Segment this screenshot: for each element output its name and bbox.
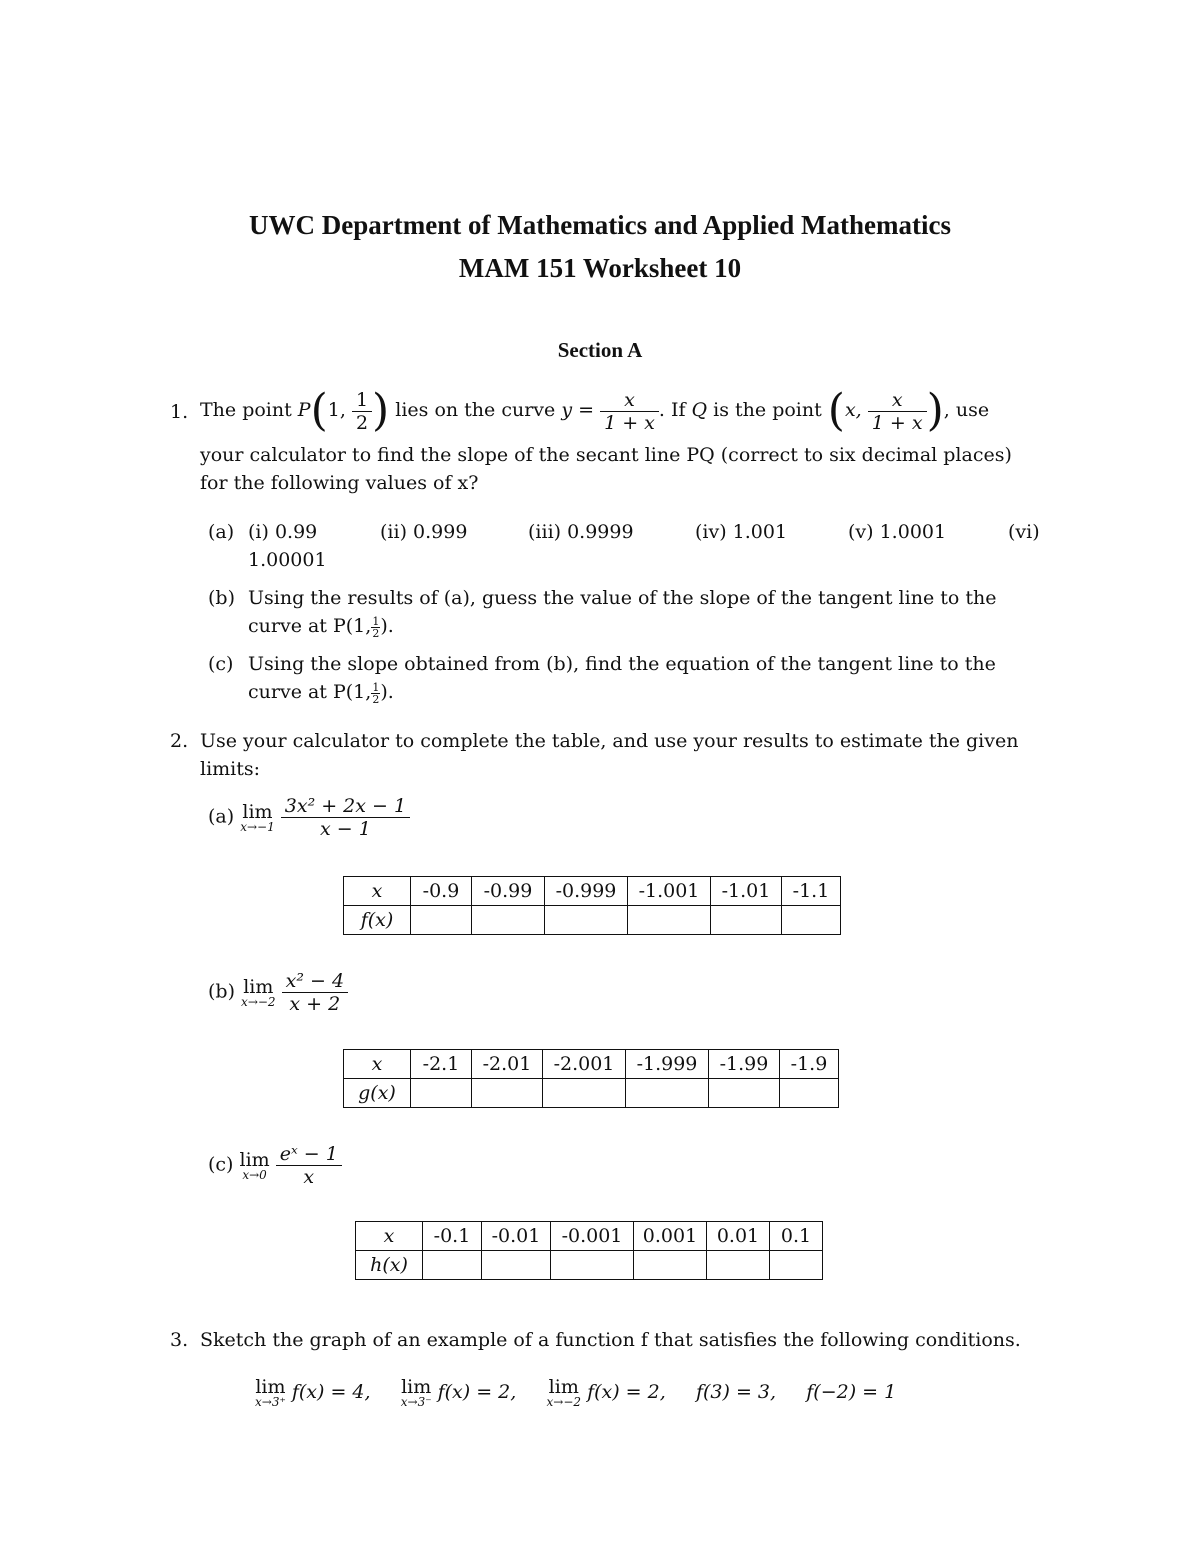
q2c-lim: [239, 1148, 270, 1182]
q2c-frac: [276, 1143, 342, 1188]
paren-right-2: ): [926, 385, 944, 436]
q3-lim-3-word: lim: [548, 1376, 579, 1398]
q2c-expression: [208, 1143, 342, 1188]
table-f-fx-row: [344, 906, 841, 935]
half-den: 2: [355, 411, 369, 434]
q3-lim-1: [255, 1378, 286, 1408]
table-f-head-fx: f(x): [344, 906, 411, 935]
q1-use: , use: [943, 399, 990, 421]
q1b-half: [371, 616, 380, 639]
table-g: [343, 1049, 839, 1108]
q3-cond-5: f(−2) = 1: [806, 1381, 897, 1403]
q1a-value-v: (v) 1.0001: [848, 521, 947, 543]
q1b-close: ).: [380, 615, 394, 637]
paren-left-2: (: [827, 385, 845, 436]
table-f-cell[interactable]: [711, 906, 782, 935]
q2c-den: x: [303, 1166, 315, 1188]
q1-is-point: is the point: [713, 399, 822, 421]
q3-cond-4: f(3) = 3,: [695, 1381, 777, 1403]
table-h-col: -0.01: [482, 1222, 551, 1251]
q2b-frac: [282, 970, 348, 1015]
q2-number: 2.: [170, 730, 189, 752]
table-g-cell[interactable]: [411, 1079, 472, 1108]
table-h-x-row: [356, 1222, 823, 1251]
q1-half-frac: [352, 389, 372, 434]
q3-number: 3.: [170, 1329, 189, 1351]
q1-intro: The point: [200, 399, 292, 421]
q2a-lim-word: lim: [242, 800, 273, 823]
table-g-cell[interactable]: [472, 1079, 543, 1108]
q1-y-eq: y =: [561, 399, 595, 421]
table-f-head-x: x: [344, 877, 411, 906]
q2a-frac: [281, 795, 410, 840]
table-g-col: -1.999: [626, 1050, 709, 1079]
q1c-line1: Using the slope obtained from (b), find the equation of the tangent line to the: [248, 653, 996, 675]
table-h-cell[interactable]: [634, 1251, 707, 1280]
table-f-col: -1.001: [628, 877, 711, 906]
table-h-col: -0.001: [551, 1222, 634, 1251]
table-g-cell[interactable]: [780, 1079, 839, 1108]
table-h-col: 0.01: [707, 1222, 770, 1251]
q-frac-num: x: [868, 389, 927, 412]
q3-lim-2: [401, 1378, 432, 1408]
table-g-cell[interactable]: [543, 1079, 626, 1108]
q2c-num: eˣ − 1: [276, 1143, 342, 1166]
q1c-half: [371, 682, 380, 705]
table-g-col: -1.9: [780, 1050, 839, 1079]
q2a-den: x − 1: [320, 818, 371, 840]
q1b-half-den: 2: [372, 626, 380, 640]
q1-if: . If: [658, 399, 686, 421]
q3-lim-3: [547, 1378, 582, 1408]
paren-right: ): [372, 385, 390, 436]
q1-number: 1.: [170, 401, 189, 423]
table-f-cell[interactable]: [545, 906, 628, 935]
table-f-cell[interactable]: [472, 906, 545, 935]
table-f-col: -0.99: [472, 877, 545, 906]
table-f-col: -1.1: [782, 877, 841, 906]
q1-line3: for the following values of x?: [200, 472, 479, 494]
table-g-col: -1.99: [709, 1050, 780, 1079]
table-f-col: -0.999: [545, 877, 628, 906]
curve-num: x: [600, 389, 659, 412]
table-f-x-row: [344, 877, 841, 906]
q1b-line2: [248, 612, 394, 640]
q1c-half-den: 2: [372, 692, 380, 706]
table-f-cell[interactable]: [628, 906, 711, 935]
table-g-col: -2.1: [411, 1050, 472, 1079]
q1b-curve-at: curve at P(1,: [248, 615, 372, 637]
table-h-cell[interactable]: [482, 1251, 551, 1280]
q2a-lim: [240, 800, 275, 834]
q1-point-q: Q: [691, 399, 708, 421]
q2-line2: limits:: [200, 758, 261, 780]
q3-cond-1: f(x) = 4,: [291, 1381, 371, 1403]
table-f-cell[interactable]: [411, 906, 472, 935]
q3-line: Sketch the graph of an example of a function f that satisfies the following conditions.: [200, 1329, 1021, 1351]
q2b-label: (b): [208, 980, 235, 1003]
q1-lies: lies on the curve: [395, 399, 556, 421]
table-g-head-gx: g(x): [344, 1079, 411, 1108]
q1c-close: ).: [380, 681, 394, 703]
q1c-half-num: 1: [372, 680, 380, 694]
q1b-label: (b): [208, 587, 235, 609]
q2b-lim-sub: x→−2: [241, 994, 276, 1009]
q1c-label: (c): [208, 653, 234, 675]
section-heading: Section A: [557, 338, 643, 362]
q3-lim-2-word: lim: [401, 1376, 432, 1398]
q3-lim-1-sub: x→3⁺: [255, 1395, 286, 1409]
q1a-label: (a): [208, 521, 235, 543]
worksheet-title: MAM 151 Worksheet 10: [458, 253, 742, 283]
q2a-lim-sub: x→−1: [240, 819, 275, 834]
q1-q-frac: [868, 389, 927, 434]
table-g-col: -2.001: [543, 1050, 626, 1079]
q1-line1: [200, 380, 989, 440]
q1c-curve-at: curve at P(1,: [248, 681, 372, 703]
table-g-cell[interactable]: [626, 1079, 709, 1108]
q3-lim-2-sub: x→3⁻: [400, 1395, 432, 1409]
q3-lim-3-sub: x→−2: [546, 1395, 582, 1409]
table-h-head-x: x: [356, 1222, 423, 1251]
q2-line1: Use your calculator to complete the table, and use your results to estimate the given: [200, 730, 1019, 752]
table-h-cell[interactable]: [423, 1251, 482, 1280]
q1a-value-ii: (ii) 0.999: [380, 521, 468, 543]
q2b-den: x + 2: [289, 993, 341, 1015]
table-h-head-hx: h(x): [356, 1251, 423, 1280]
q1-line2: your calculator to find the slope of the secant line PQ (correct to six decimal places): [200, 444, 1012, 466]
q2c-lim-word: lim: [239, 1148, 270, 1171]
table-h: [355, 1221, 823, 1280]
department-title: UWC Department of Mathematics and Applied Mathematics: [249, 210, 951, 240]
q1a-value-iv: (iv) 1.001: [695, 521, 788, 543]
table-h-cell[interactable]: [551, 1251, 634, 1280]
table-h-col: 0.001: [634, 1222, 707, 1251]
table-h-cell[interactable]: [770, 1251, 823, 1280]
table-g-head-x: x: [344, 1050, 411, 1079]
q1b-line1: Using the results of (a), guess the value of the slope of the tangent line to the: [248, 587, 997, 609]
paren-left: (: [310, 385, 328, 436]
q1c-line2: [248, 678, 394, 706]
q3-cond-3: f(x) = 2,: [587, 1381, 666, 1403]
q2b-expression: [208, 970, 348, 1015]
curve-den: 1 + x: [604, 411, 655, 434]
table-f-col: -0.9: [411, 877, 472, 906]
q-frac-den: 1 + x: [871, 411, 923, 434]
table-f: [343, 876, 841, 935]
table-h-cell[interactable]: [707, 1251, 770, 1280]
table-g-col: -2.01: [472, 1050, 543, 1079]
q1-one: 1,: [327, 399, 346, 421]
table-h-hx-row: [356, 1251, 823, 1280]
q2b-lim-word: lim: [243, 975, 274, 998]
table-g-x-row: [344, 1050, 839, 1079]
q3-conditions: [255, 1378, 896, 1408]
q2a-num: 3x² + 2x − 1: [281, 795, 410, 818]
q3-cond-2: f(x) = 2,: [437, 1381, 517, 1403]
q3-lim-1-word: lim: [255, 1376, 286, 1398]
q2c-label: (c): [208, 1153, 234, 1176]
table-f-col: -1.01: [711, 877, 782, 906]
q2a-label: (a): [208, 805, 235, 828]
table-f-cell[interactable]: [782, 906, 841, 935]
q1a-value-i: (i) 0.99: [248, 521, 318, 543]
q2c-lim-sub: x→0: [242, 1167, 267, 1182]
q1b-half-num: 1: [372, 614, 380, 628]
table-g-gx-row: [344, 1079, 839, 1108]
q1-point-p: P: [297, 399, 311, 421]
q2a-expression: [208, 795, 410, 840]
table-g-cell[interactable]: [709, 1079, 780, 1108]
half-num: 1: [352, 389, 372, 412]
q1-curve-frac: [600, 389, 659, 434]
table-h-col: -0.1: [423, 1222, 482, 1251]
q2b-lim: [241, 975, 276, 1009]
table-h-col: 0.1: [770, 1222, 823, 1251]
q1a-value-vi: (vi): [1008, 521, 1040, 543]
q1a-value-iii: (iii) 0.9999: [528, 521, 634, 543]
q1-x-comma: x,: [844, 399, 862, 421]
q2b-num: x² − 4: [282, 970, 348, 993]
q1a-value-vi-num: 1.00001: [248, 549, 327, 571]
